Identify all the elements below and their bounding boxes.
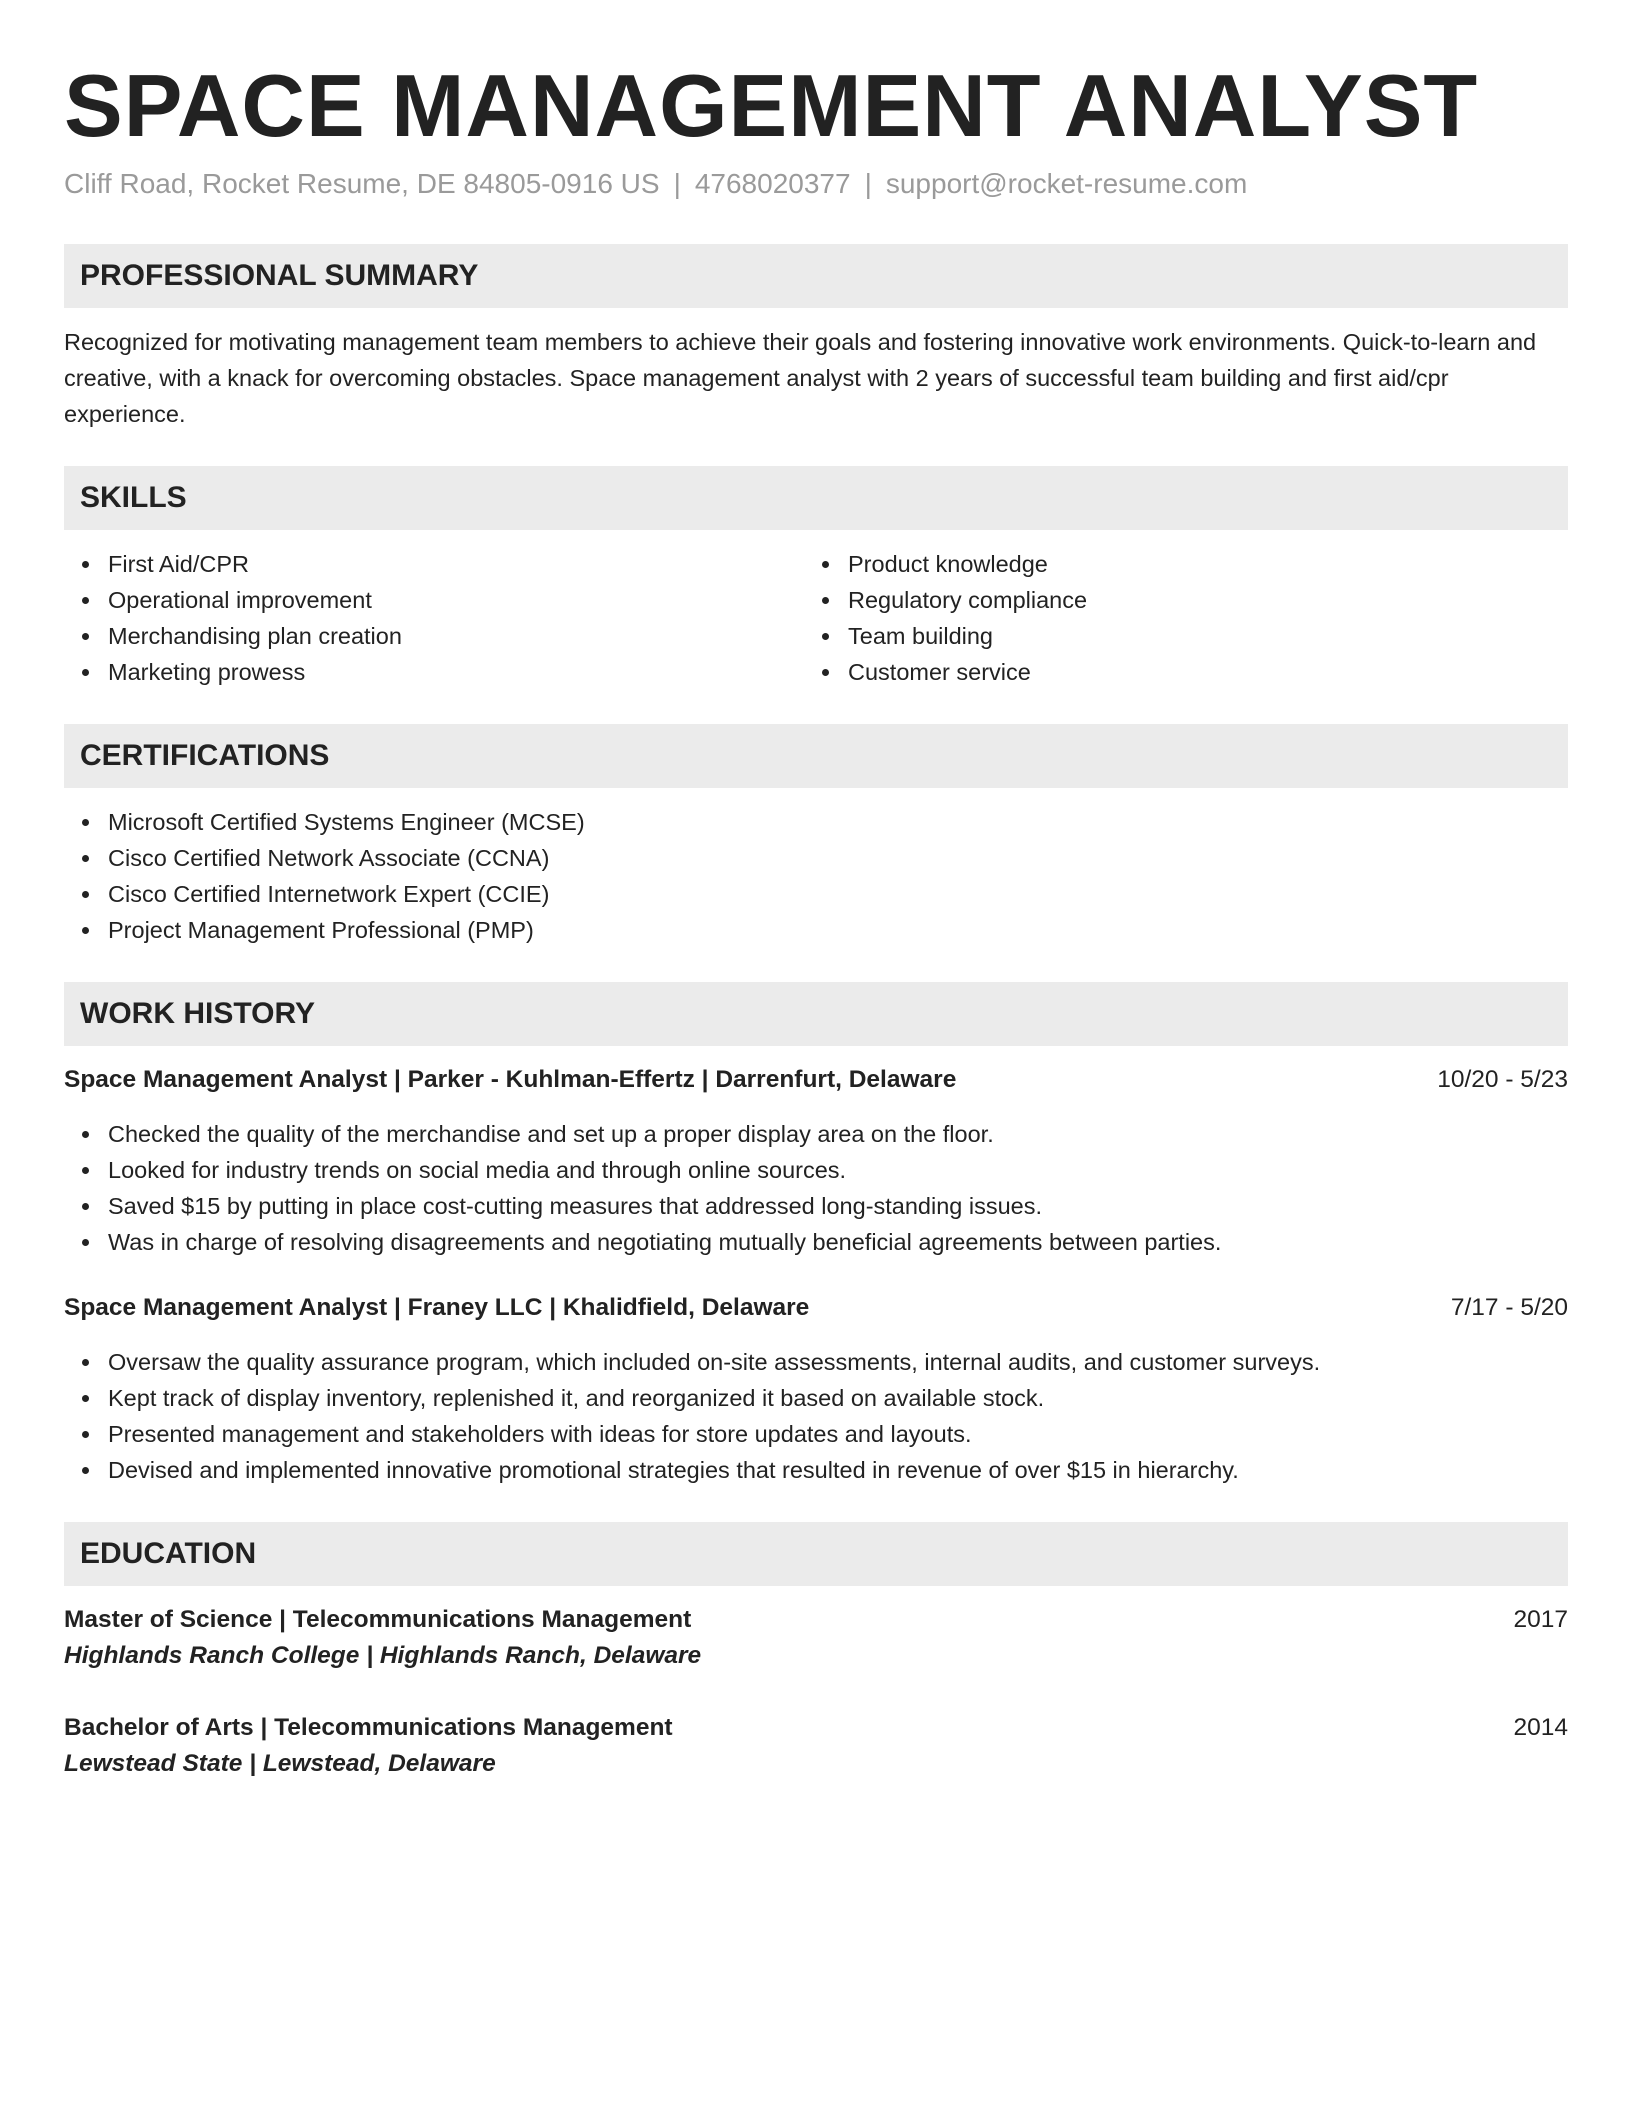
graduation-year: 2017 bbox=[1513, 1606, 1568, 1633]
skill-item: Customer service bbox=[804, 654, 1544, 690]
section-heading-certifications: CERTIFICATIONS bbox=[64, 724, 1568, 788]
certification-item: Cisco Certified Internetwork Expert (CCIE) bbox=[64, 876, 1568, 912]
education-header bbox=[64, 1602, 1568, 1638]
school-name: Highlands Ranch College | Highlands Ranch, Delaware bbox=[64, 1642, 702, 1669]
job-bullet: Kept track of display inventory, replenished it, and reorganized it based on available stock. bbox=[64, 1380, 1568, 1416]
education-header bbox=[64, 1710, 1568, 1746]
skills-column-left bbox=[64, 546, 804, 690]
section-heading-education: EDUCATION bbox=[64, 1522, 1568, 1586]
section-heading-skills: SKILLS bbox=[64, 466, 1568, 530]
job-bullet: Saved $15 by putting in place cost-cutting measures that addressed long-standing issues. bbox=[64, 1188, 1568, 1224]
job-bullet: Was in charge of resolving disagreements and negotiating mutually beneficial agreements between parties. bbox=[64, 1224, 1568, 1260]
contact-line bbox=[64, 166, 1568, 202]
certification-item: Microsoft Certified Systems Engineer (MCSE) bbox=[64, 804, 1568, 840]
skills-column-right bbox=[804, 546, 1544, 690]
job-bullets bbox=[64, 1116, 1568, 1260]
contact-email[interactable]: support@rocket-resume.com bbox=[885, 168, 1248, 199]
job-bullet: Devised and implemented innovative promotional strategies that resulted in revenue of over $15 in hierarchy. bbox=[64, 1452, 1568, 1488]
school-name: Lewstead State | Lewstead, Delaware bbox=[64, 1750, 496, 1777]
contact-address: Cliff Road, Rocket Resume, DE 84805-0916 US bbox=[64, 168, 660, 199]
skills-grid bbox=[64, 546, 1568, 690]
section-heading-summary: PROFESSIONAL SUMMARY bbox=[64, 244, 1568, 308]
skill-item: Product knowledge bbox=[804, 546, 1544, 582]
contact-separator: | bbox=[864, 168, 872, 199]
job-title: Space Management Analyst | Franey LLC | Khalidfield, Delaware bbox=[64, 1294, 810, 1321]
job-bullet: Looked for industry trends on social media and through online sources. bbox=[64, 1152, 1568, 1188]
job-dates: 10/20 - 5/23 bbox=[1437, 1066, 1568, 1093]
skill-item: Team building bbox=[804, 618, 1544, 654]
skill-item: Marketing prowess bbox=[64, 654, 804, 690]
certifications-list bbox=[64, 804, 1568, 948]
job-entry bbox=[64, 1062, 1568, 1260]
certification-item: Cisco Certified Network Associate (CCNA) bbox=[64, 840, 1568, 876]
degree-title: Bachelor of Arts | Telecommunications Management bbox=[64, 1714, 673, 1741]
skill-item: Regulatory compliance bbox=[804, 582, 1544, 618]
job-header bbox=[64, 1062, 1568, 1098]
job-bullet: Checked the quality of the merchandise and set up a proper display area on the floor. bbox=[64, 1116, 1568, 1152]
education-entry bbox=[64, 1710, 1568, 1782]
job-dates: 7/17 - 5/20 bbox=[1450, 1294, 1568, 1321]
job-bullet: Presented management and stakeholders with ideas for store updates and layouts. bbox=[64, 1416, 1568, 1452]
contact-phone: 4768020377 bbox=[694, 168, 851, 199]
job-bullets bbox=[64, 1344, 1568, 1488]
degree-title: Master of Science | Telecommunications Management bbox=[64, 1606, 692, 1633]
contact-separator: | bbox=[673, 168, 681, 199]
job-bullet: Oversaw the quality assurance program, which included on-site assessments, internal audits, and customer surveys. bbox=[64, 1344, 1568, 1380]
summary-text: Recognized for motivating management team members to achieve their goals and fostering innovative work environments. Quick-to-learn and creative, with a knack for overcoming obstacles. Space management analyst with 2 years of successful team building and first aid/cpr experience. bbox=[64, 329, 1537, 427]
skill-item: Merchandising plan creation bbox=[64, 618, 804, 654]
education-entry bbox=[64, 1602, 1568, 1674]
job-header bbox=[64, 1290, 1568, 1326]
skill-item: First Aid/CPR bbox=[64, 546, 804, 582]
job-title: Space Management Analyst | Parker - Kuhlman-Effertz | Darrenfurt, Delaware bbox=[64, 1066, 957, 1093]
section-heading-work-history: WORK HISTORY bbox=[64, 982, 1568, 1046]
skill-item: Operational improvement bbox=[64, 582, 804, 618]
job-entry bbox=[64, 1290, 1568, 1488]
candidate-name: SPACE MANAGEMENT ANALYST bbox=[64, 56, 1479, 155]
certification-item: Project Management Professional (PMP) bbox=[64, 912, 1568, 948]
graduation-year: 2014 bbox=[1513, 1714, 1568, 1741]
